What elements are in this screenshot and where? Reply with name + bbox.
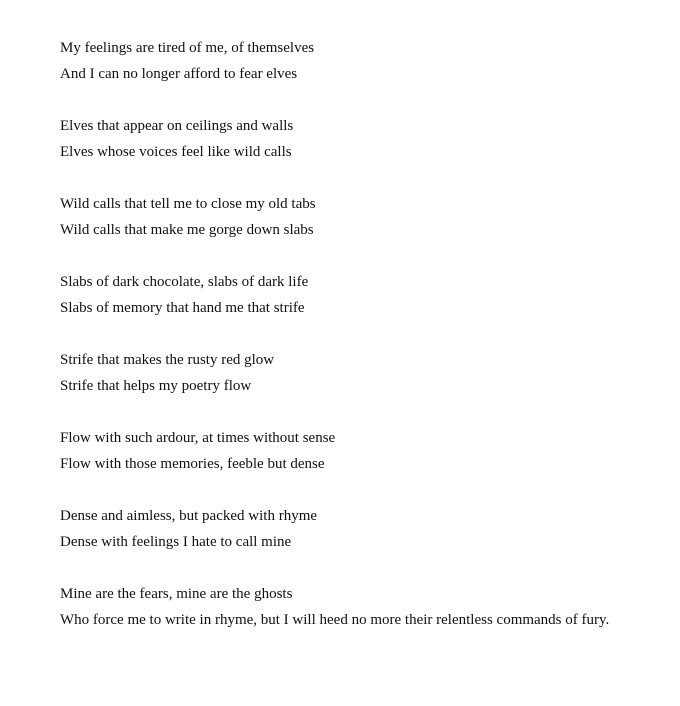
poem-line: Dense and aimless, but packed with rhyme: [60, 508, 318, 524]
poem-line: And I can no longer afford to fear elves: [60, 66, 298, 82]
poem-line: Who force me to write in rhyme, but I will heed no more their relentless commands of fury.: [60, 612, 610, 628]
poem-line: Mine are the fears, mine are the ghosts: [60, 586, 293, 602]
stanza-2: [60, 113, 670, 165]
poem-line: Flow with those memories, feeble but dense: [60, 456, 325, 472]
stanza-7: [60, 503, 670, 555]
stanza-3: [60, 191, 670, 243]
poem-line: Elves that appear on ceilings and walls: [60, 118, 294, 134]
poem: [60, 35, 670, 659]
stanza-6: [60, 425, 670, 477]
stanza-4: [60, 269, 670, 321]
stanza-8: [60, 581, 670, 633]
poem-line: Dense with feelings I hate to call mine: [60, 534, 292, 550]
poem-line: Flow with such ardour, at times without sense: [60, 430, 336, 446]
poem-line: Strife that makes the rusty red glow: [60, 352, 275, 368]
poem-line: Slabs of memory that hand me that strife: [60, 300, 305, 316]
stanza-1: [60, 35, 670, 87]
poem-line: My feelings are tired of me, of themselves: [60, 40, 315, 56]
stanza-5: [60, 347, 670, 399]
poem-line: Wild calls that tell me to close my old tabs: [60, 196, 316, 212]
poem-line: Slabs of dark chocolate, slabs of dark life: [60, 274, 309, 290]
poem-line: Elves whose voices feel like wild calls: [60, 144, 292, 160]
poem-line: Wild calls that make me gorge down slabs: [60, 222, 314, 238]
poem-line: Strife that helps my poetry flow: [60, 378, 252, 394]
